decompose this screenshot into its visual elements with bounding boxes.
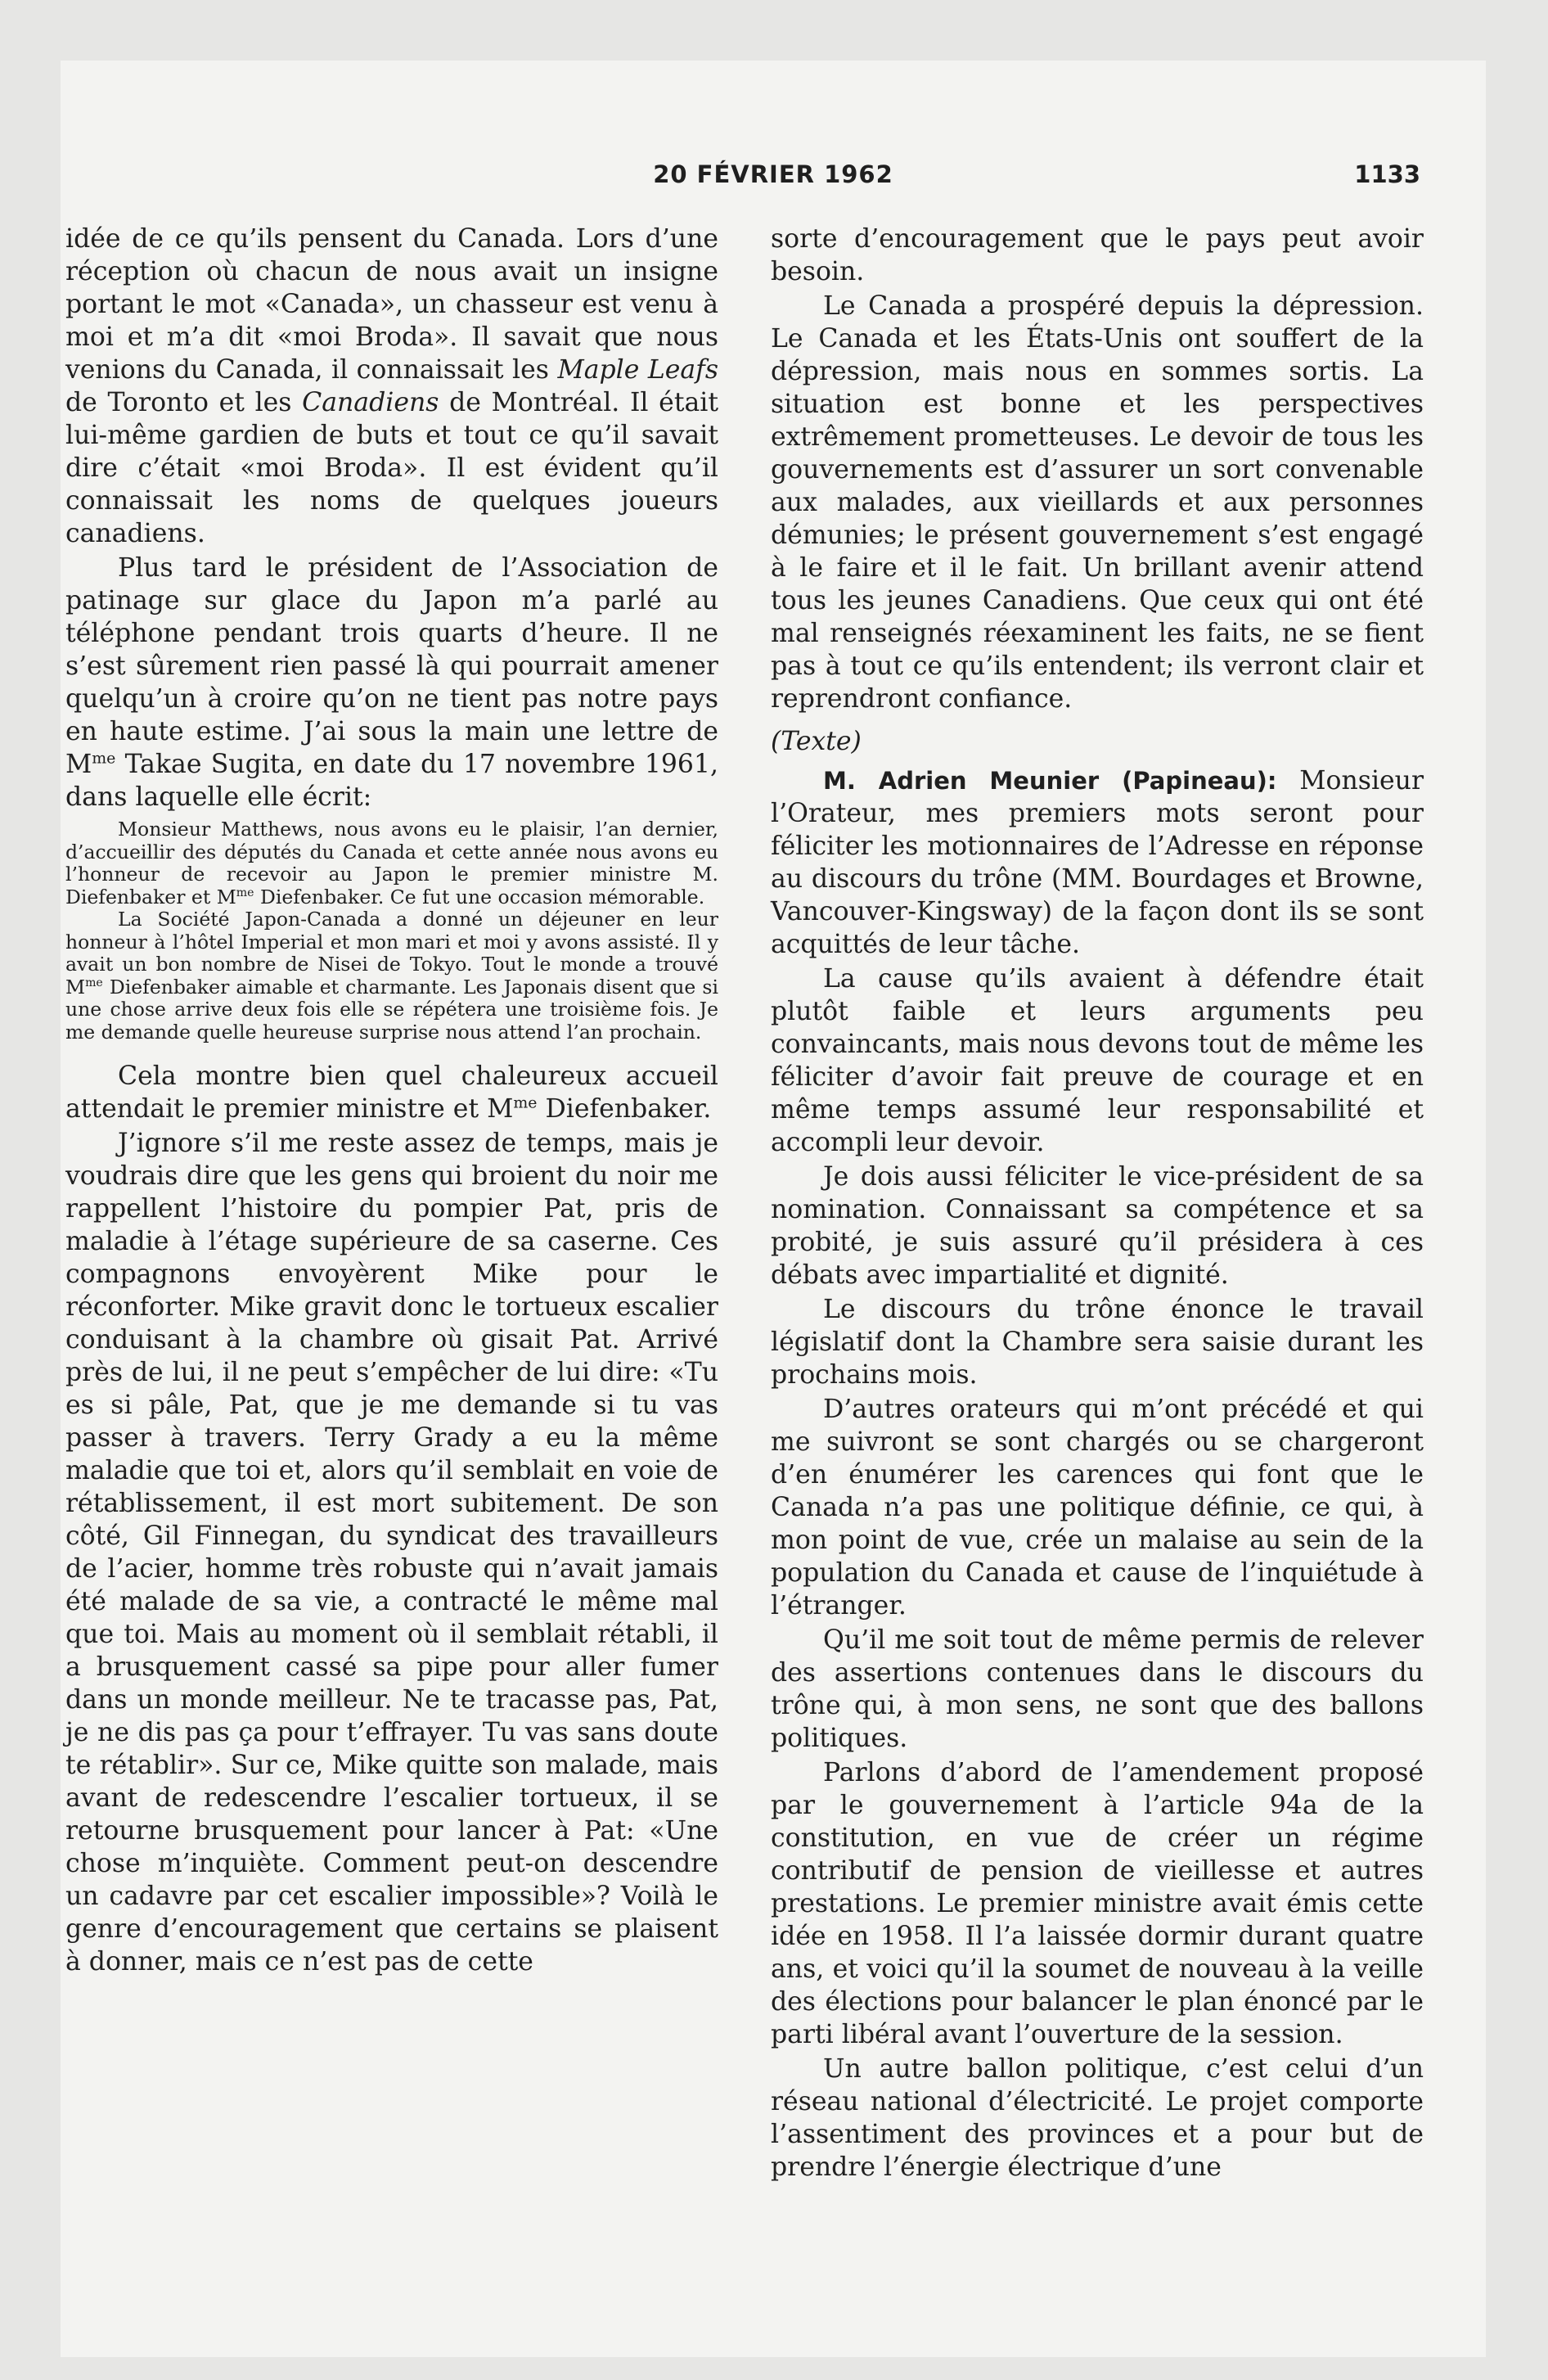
paragraph bbox=[65, 223, 718, 550]
paragraph: D’autres orateurs qui m’ont précédé et qui me suivront se sont chargés ou se chargeront d’en énumérer les carences qui font que le Canada n’a pas une politique définie, ce qui, à mon point de vue, crée un malaise au sein de la population du Canada et cause de l’inquiétude à l’étranger. bbox=[771, 1395, 1424, 1620]
paragraph: J’ignore s’il me reste assez de temps, mais je voudrais dire que les gens qui broient du noir me rappellent l’histoire du pompier Pat, pris de maladie à l’étage supérieure de sa caserne. Ces compagnons envoyèrent Mike pour le réconforter. Mike gravit donc le tortueux escalier conduisant à la chambre où gisait Pat. Arrivé près de lui, il ne peut s’empêcher de lui dire: «Tu es si pâle, Pat, que je me demande si tu vas passer à travers. Terry Grady a eu la même maladie que toi et, alors qu’il semblait en voie de rétablissement, il est mort subitement. De son côté, Gil Finnegan, du syndicat des travailleurs de l’acier, homme très robuste qui n’avait jamais été malade de sa vie, a contracté le même mal que toi. Mais au moment où il semblait rétabli, il a brusquement cassé sa pipe pour aller fumer dans un monde meilleur. Ne te tracasse pas, Pat, je ne dis pas ça pour t’effrayer. Tu vas sans doute te rétablir». Sur ce, Mike quitte son malade, mais avant de redescendre l’escalier tortueux, il se retourne brusquement pour lancer à Pat: «Une chose m’inquiète. Comment peut-on descendre un cadavre par cet escalier impossible»? Voilà le genre d’encouragement que certains se plaisent à donner, mais ce n’est pas de cette bbox=[65, 1129, 718, 1977]
block-quote bbox=[65, 818, 718, 1044]
page-number: 1133 bbox=[1354, 160, 1420, 188]
speaker-name: M. Adrien Meunier (Papineau): bbox=[823, 767, 1277, 795]
paragraph: Le discours du trône énonce le travail législatif dont la Chambre sera saisie durant les prochains mois. bbox=[771, 1295, 1424, 1390]
paragraph bbox=[65, 552, 718, 814]
paragraph bbox=[65, 1060, 718, 1125]
paragraph: sorte d’encouragement que le pays peut avoir besoin. bbox=[771, 224, 1424, 286]
running-head-date: 20 FÉVRIER 1962 bbox=[653, 160, 893, 188]
italic-team-name: Maple Leafs bbox=[557, 355, 719, 385]
text-run: Plus tard le président de l’Association de patinage sur glace du Japon m’a parlé au téléphone pendant trois quarts d’heure. Il ne s’est sûrement rien passé là qui pourrait amener quelqu’un à croire qu’on ne tient pas notre pays en haute estime. J’ai sous la main une lettre de M bbox=[65, 553, 718, 779]
paragraph: Qu’il me soit tout de même permis de relever des assertions contenues dans le discours du trône qui, à mon sens, ne sont que des ballons politiques. bbox=[771, 1625, 1424, 1753]
paragraph: Parlons d’abord de l’amendement proposé par le gouvernement à l’article 94a de la constitution, en vue de créer un régime contributif de pension de vieillesse et autres prestations. Le premier ministre avait émis cette idée en 1958. Il l’a laissée dormir durant quatre ans, et voici qu’il la soumet de nouveau à la veille des élections pour balancer le plan énoncé par le parti libéral avant l’ouverture de la session. bbox=[771, 1758, 1424, 2049]
text-run: Diefenbaker aimable et charmante. Les Japonais disent que si une chose arrive deux fois elle se répétera une troisième fois. Je me demande quelle heureuse surprise nous attend l’an prochain. bbox=[65, 975, 718, 1044]
quote-paragraph bbox=[65, 908, 718, 1044]
text-run: Monsieur Matthews, nous avons eu le plaisir, l’an dernier, d’accueillir des députés du Canada et cette année nous avons eu l’honneur de recevoir au Japon le premier ministre M. Diefenbaker et M bbox=[65, 818, 718, 908]
document-page bbox=[61, 61, 1486, 2357]
left-column bbox=[65, 223, 718, 1980]
text-run: Takae Sugita, en date du 17 novembre 1961, dans laquelle elle écrit: bbox=[65, 750, 719, 812]
text-run: de Montréal. Il était lui-même gardien de buts et tout ce qu’il savait dire c’était «moi Broda». Il est évident qu’il connaissait les noms de quelques joueurs canadiens. bbox=[65, 388, 718, 548]
page-header bbox=[61, 160, 1486, 210]
paragraph: Un autre ballon politique, c’est celui d’un réseau national d’électricité. Le projet comporte l’assentiment des provinces et a pour but de prendre l’énergie électrique d’une bbox=[771, 2054, 1424, 2182]
text-run: Cela montre bien quel chaleureux accueil attendait le premier ministre et M bbox=[65, 1062, 718, 1124]
superscript: me bbox=[236, 886, 254, 899]
paragraph: Le Canada a prospéré depuis la dépression. Le Canada et les États-Unis ont souffert de la dépression, mais nous en sommes sortis. La situation est bonne et les perspectives extrêmement prometteuses. Le devoir de tous les gouvernements est d’assurer un sort convenable aux malades, aux vieillards et aux personnes démunies; le présent gouvernement s’est engagé à le faire et il le fait. Un brillant avenir attend tous les jeunes Canadiens. Que ceux qui ont été mal renseignés réexaminent les faits, ne se fient pas à tout ce qu’ils entendent; ils verront clair et reprendront confiance. bbox=[771, 291, 1424, 714]
text-run: Diefenbaker. bbox=[545, 1094, 712, 1124]
text-run: idée de ce qu’ils pensent du Canada. Lors d’une réception où chacun de nous avait un insigne portant le mot «Canada», un chasseur est venu à moi et m’a dit «moi Broda». Il savait que nous venions du Canada, il connaissait les bbox=[65, 224, 718, 385]
text-run: Monsieur l’Orateur, mes premiers mots seront pour féliciter les motionnaires de l’Adresse en réponse au discours du trône (MM. Bourdages et Browne, Vancouver-Kingsway) de la façon dont ils se sont acquittés de leur tâche. bbox=[771, 766, 1424, 959]
section-label: (Texte) bbox=[771, 727, 862, 756]
quote-paragraph bbox=[65, 818, 718, 908]
italic-team-name: Canadiens bbox=[302, 388, 439, 417]
superscript: me bbox=[513, 1093, 538, 1112]
text-run: Diefenbaker. Ce fut une occasion mémorable. bbox=[260, 885, 705, 908]
right-column bbox=[771, 223, 1424, 2185]
paragraph: La cause qu’ils avaient à défendre était plutôt faible et leurs arguments peu convaincants, mais nous devons tout de même les féliciter d’avoir fait preuve de courage et en même temps assumé leur responsabilité et accompli leur devoir. bbox=[771, 964, 1424, 1157]
superscript: me bbox=[85, 976, 103, 989]
paragraph: Je dois aussi féliciter le vice-président de sa nomination. Connaissant sa compétence et sa probité, je suis assuré qu’il présidera à ces débats avec impartialité et dignité. bbox=[771, 1162, 1424, 1290]
text-run: La Société Japon-Canada a donné un déjeuner en leur honneur à l’hôtel Imperial et mon mari et moi y avons assisté. Il y avait un bon nombre de Nisei de Tokyo. Tout le monde a trouvé M bbox=[65, 908, 718, 998]
paragraph bbox=[771, 764, 1424, 961]
superscript: me bbox=[92, 749, 116, 768]
text-run: de Toronto et les bbox=[65, 388, 292, 417]
